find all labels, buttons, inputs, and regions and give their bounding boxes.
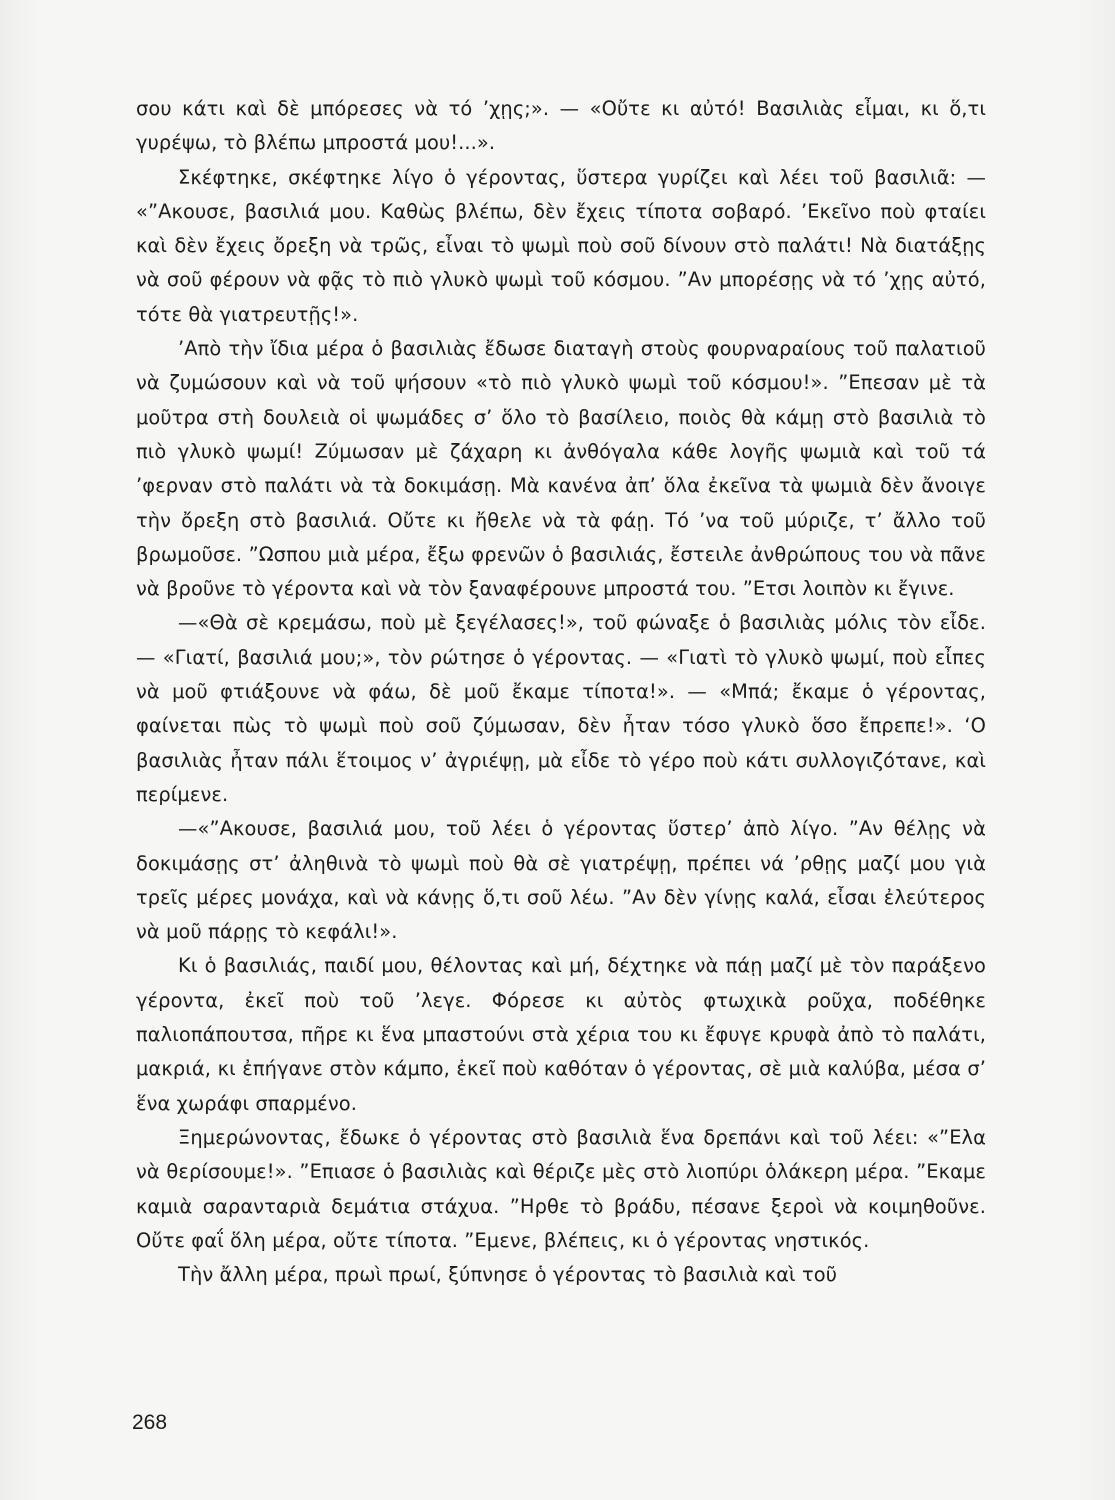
paragraph-3: ’Απὸ τὴν ἴδια μέρα ὁ βασιλιὰς ἔδωσε διαταγὴ στοὺς φουρναραίους τοῦ παλατιοῦ νὰ ζυμώσουν καὶ νὰ τοῦ ψήσουν «τὸ πιὸ γλυκὸ ψωμὶ τοῦ κόσμου!». ”Επεσαν μὲ τὰ μοῦτρα στὴ δουλειὰ οἱ ψωμάδες σ’ ὅλο τὸ βασίλειο, ποιὸς θὰ κάμῃ στὸ βασιλιὰ τὸ πιὸ γλυκὸ ψωμί! Ζύμωσαν μὲ ζάχαρη κι ἀνθόγαλα κάθε λογῆς ψωμιὰ καὶ τοῦ τά ’φερναν στὸ παλάτι νὰ τὰ δοκιμάσῃ. Μὰ κανένα ἀπ’ ὅλα ἐκεῖνα τὰ ψωμιὰ δὲν ἄνοιγε τὴν ὄρεξη στὸ βασιλιά. Οὔτε κι ἤθελε νὰ τὰ φάῃ. Τό ’να τοῦ μύριζε, τ’ ἄλλο τοῦ βρωμοῦσε. ”Ωσπου μιὰ μέρα, ἔξω φρενῶν ὁ βασιλιάς, ἔστειλε ἀνθρώπους του νὰ πᾶνε νὰ βροῦνε τὸ γέροντα καὶ νὰ τὸν ξαναφέρουνε μπροστά του. ”Ετσι λοιπὸν κι ἔγινε. xyxy=(136,337,986,601)
paragraph-5: —«”Ακουσε, βασιλιά μου, τοῦ λέει ὁ γέροντας ὕστερ’ ἀπὸ λίγο. ”Αν θέλῃς νὰ δοκιμάσῃς στ’ ἀληθινὰ τὸ ψωμὶ ποὺ θὰ σὲ γιατρέψῃ, πρέπει νά ’ρθῃς μαζί μου γιὰ τρεῖς μέρες μονάχα, καὶ νὰ κάνῃς ὅ,τι σοῦ λέω. ”Αν δὲν γίνῃς καλά, εἶσαι ἐλεύτερος νὰ μοῦ πάρῃς τὸ κεφάλι!». xyxy=(136,817,986,944)
paragraph-1: σου κάτι καὶ δὲ μπόρεσες νὰ τό ’χῃς;». — «Οὔτε κι αὐτό! Βασιλιὰς εἶμαι, κι ὅ,τι γυρέψω, τὸ βλέπω μπροστά μου!...». xyxy=(136,97,986,155)
paragraph-8: Τὴν ἄλλη μέρα, πρωὶ πρωί, ξύπνησε ὁ γέροντας τὸ βασιλιὰ καὶ τοῦ xyxy=(178,1263,838,1287)
paragraph-4: —«Θὰ σὲ κρεμάσω, ποὺ μὲ ξεγέλασες!», τοῦ φώναξε ὁ βασιλιὰς μόλις τὸν εἶδε. — «Γιατί, βασιλιά μου;», τὸν ρώτησε ὁ γέροντας. — «Γιατὶ τὸ γλυκὸ ψωμί, ποὺ εἶπες νὰ μοῦ φτιάξουνε νὰ φάω, δὲ μοῦ ἔκαμε τίποτα!». — «Μπά; ἔκαμε ὁ γέροντας, φαίνεται πὼς τὸ ψωμὶ ποὺ σοῦ ζύμωσαν, δὲν ἦταν τόσο γλυκὸ ὅσο ἔπρεπε!». ‘Ο βασιλιὰς ἦταν πάλι ἕτοιμος ν’ ἀγριέψῃ, μὰ εἶδε τὸ γέρο ποὺ κάτι συλλογιζότανε, καὶ περίμενε. xyxy=(136,611,986,806)
paragraph-6: Κι ὁ βασιλιάς, παιδί μου, θέλοντας καὶ μή, δέχτηκε νὰ πάῃ μαζί μὲ τὸν παράξενο γέροντα, ἐκεῖ ποὺ τοῦ ’λεγε. Φόρεσε κι αὐτὸς φτωχικὰ ροῦχα, ποδέθηκε παλιοπάπουτσα, πῆρε κι ἕνα μπαστούνι στὰ χέρια του κι ἔφυγε κρυφὰ ἀπὸ τὸ παλάτι, μακριά, κι ἐπήγανε στὸν κάμπο, ἐκεῖ ποὺ καθόταν ὁ γέροντας, σὲ μιὰ καλύβα, μέσα σ’ ἕνα χωράφι σπαρμένο. xyxy=(136,954,986,1115)
body-text xyxy=(136,92,986,1292)
paragraph-7: Ξημερώνοντας, ἔδωκε ὁ γέροντας στὸ βασιλιὰ ἕνα δρεπάνι καὶ τοῦ λέει: «”Ελα νὰ θερίσουμε!». ”Επιασε ὁ βασιλιὰς καὶ θέριζε μὲς στὸ λιοπύρι ὁλάκερη μέρα. ”Εκαμε καμιὰ σαρανταριὰ δεμάτια στάχυα. ”Ηρθε τὸ βράδυ, πέσανε ξεροὶ νὰ κοιμηθοῦνε. Οὔτε φαΐ ὅλη μέρα, οὔτε τίποτα. ”Εμενε, βλέπεις, κι ὁ γέροντας νηστικός. xyxy=(136,1125,986,1252)
page-number: 268 xyxy=(132,1411,168,1434)
paragraph-2: Σκέφτηκε, σκέφτηκε λίγο ὁ γέροντας, ὕστερα γυρίζει καὶ λέει τοῦ βασιλιᾶ: — «”Ακουσε, βασιλιά μου. Καθὼς βλέπω, δὲν ἔχεις τίποτα σοβαρό. ’Εκεῖνο ποὺ φταίει καὶ δὲν ἔχεις ὄρεξη νὰ τρῶς, εἶναι τὸ ψωμὶ ποὺ σοῦ δίνουν στὸ παλάτι! Νὰ διατάξῃς νὰ σοῦ φέρουν νὰ φᾷς τὸ πιὸ γλυκὸ ψωμὶ τοῦ κόσμου. ”Αν μπορέσῃς νὰ τό ’χῃς αὐτό, τότε θὰ γιατρευτῇς!». xyxy=(136,165,986,326)
